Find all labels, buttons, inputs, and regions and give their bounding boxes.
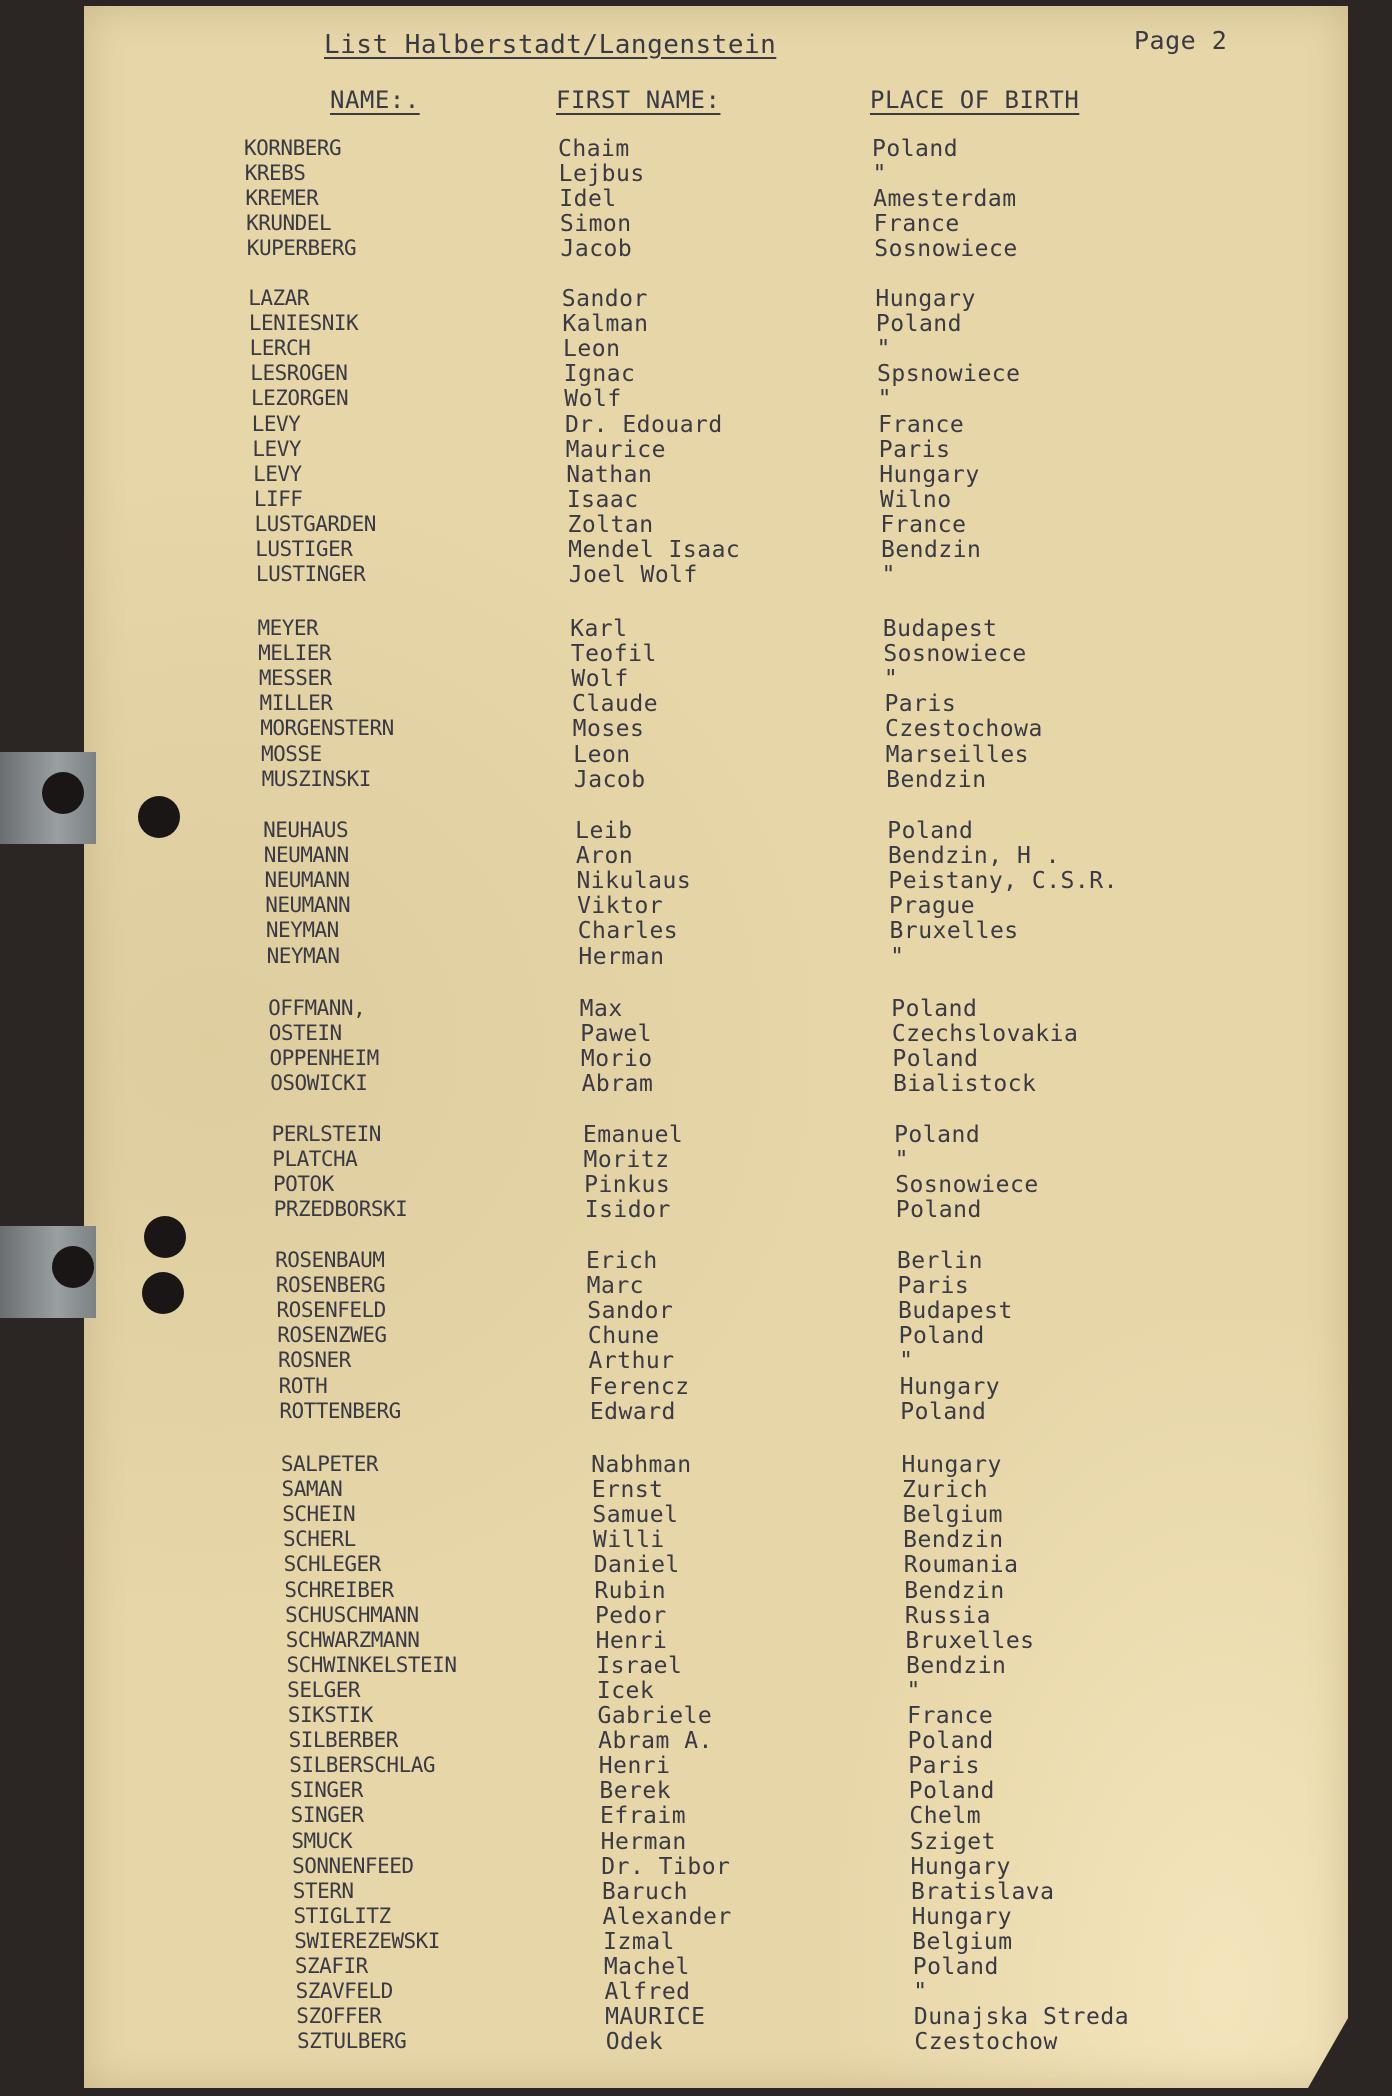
- surname-cell: ROSENFELD: [276, 1298, 386, 1323]
- surname-cell: MILLER: [259, 691, 333, 716]
- place-of-birth-cell: Poland: [907, 1728, 994, 1755]
- first-name-cell: Sandor: [561, 286, 648, 312]
- place-of-birth-cell: Sosnowiece: [883, 641, 1027, 668]
- place-of-birth-cell: Paris: [908, 1753, 980, 1780]
- surname-cell: STERN: [292, 1878, 354, 1903]
- place-of-birth-cell: Paris: [884, 691, 957, 718]
- surname-cell: STIGLITZ: [293, 1903, 391, 1928]
- surname-cell: SIKSTIK: [287, 1703, 373, 1727]
- surname-cell: NEUMANN: [265, 893, 351, 918]
- place-of-birth-cell: ": [881, 562, 896, 589]
- first-name-cell: Leon: [573, 741, 631, 768]
- place-of-birth-cell: Hungary: [875, 286, 976, 312]
- surname-cell: ROTH: [278, 1373, 328, 1398]
- first-name-cell: Maurice: [565, 436, 666, 463]
- torn-corner: [1308, 2018, 1348, 2088]
- surname-cell: ROSENBAUM: [275, 1248, 385, 1272]
- surname-cell: KORNBERG: [244, 136, 342, 160]
- first-name-cell: Rubin: [594, 1577, 667, 1604]
- first-name-cell: Efraim: [600, 1803, 687, 1830]
- first-name-cell: Baruch: [601, 1878, 688, 1905]
- surname-cell: SZTULBERG: [297, 2029, 407, 2054]
- place-of-birth-cell: Poland: [872, 136, 959, 162]
- list-title: List Halberstadt/Langenstein: [324, 30, 777, 60]
- surname-cell: NEUMANN: [263, 843, 349, 868]
- surname-cell: ROSNER: [277, 1348, 351, 1373]
- surname-cell: OSTEIN: [268, 1021, 342, 1046]
- place-of-birth-cell: Bendzin: [880, 537, 982, 563]
- surname-cell: KUPERBERG: [246, 236, 357, 261]
- surname-cell: LEVY: [253, 461, 302, 486]
- first-name-cell: Zoltan: [567, 511, 654, 538]
- place-of-birth-cell: ": [872, 161, 887, 188]
- surname-cell: SCHWINKELSTEIN: [286, 1652, 457, 1677]
- place-of-birth-cell: Poland: [895, 1197, 982, 1224]
- first-name-cell: Morio: [580, 1046, 653, 1073]
- surname-cell: KREBS: [244, 161, 306, 186]
- surname-cell: SONNENFEED: [292, 1853, 414, 1878]
- place-of-birth-cell: ": [899, 1348, 914, 1375]
- first-name-cell: Charles: [577, 918, 679, 945]
- first-name-cell: MAURICE: [605, 2004, 706, 2031]
- first-name-cell: Marc: [586, 1273, 645, 1300]
- first-name-cell: Berek: [599, 1778, 672, 1805]
- place-of-birth-cell: Poland: [912, 1954, 999, 1980]
- first-name-cell: Emanuel: [582, 1122, 684, 1148]
- surname-cell: LAZAR: [248, 286, 309, 310]
- punch-hole: [52, 1246, 94, 1288]
- place-of-birth-cell: Paris: [897, 1273, 970, 1300]
- punch-hole: [42, 772, 84, 814]
- place-of-birth-cell: Zurich: [902, 1477, 989, 1504]
- place-of-birth-cell: Wilno: [879, 486, 952, 513]
- place-of-birth-cell: Sziget: [909, 1828, 996, 1855]
- first-name-cell: Max: [579, 996, 623, 1022]
- surname-cell: SCHLEGER: [283, 1552, 381, 1577]
- surname-cell: NEYMAN: [265, 918, 339, 943]
- place-of-birth-cell: Poland: [875, 311, 963, 338]
- place-of-birth-cell: Bendzin: [903, 1527, 1004, 1554]
- first-name-cell: Mendel Isaac: [568, 537, 741, 563]
- place-of-birth-cell: ": [883, 666, 899, 693]
- first-name-cell: Karl: [570, 616, 628, 642]
- place-of-birth-cell: Marseilles: [885, 741, 1030, 768]
- surname-cell: NEYMAN: [266, 943, 340, 968]
- surname-cell: LEVY: [251, 411, 301, 436]
- surname-cell: SCHUSCHMANN: [285, 1602, 419, 1627]
- first-name-cell: Icek: [596, 1677, 655, 1704]
- punch-hole: [142, 1272, 184, 1314]
- place-of-birth-cell: Hungary: [899, 1373, 1001, 1400]
- place-of-birth-cell: Spsnowiece: [877, 361, 1021, 388]
- place-of-birth-cell: France: [907, 1703, 994, 1729]
- place-of-birth-cell: Russia: [904, 1602, 991, 1629]
- first-name-cell: Viktor: [577, 893, 664, 920]
- first-name-cell: Lejbus: [558, 161, 645, 188]
- first-name-cell: Wolf: [571, 666, 629, 693]
- first-name-cell: Herman: [600, 1828, 687, 1855]
- surname-cell: OPPENHEIM: [269, 1046, 379, 1071]
- first-name-cell: Nikulaus: [576, 868, 692, 895]
- surname-cell: LUSTINGER: [255, 562, 366, 587]
- place-of-birth-cell: ": [877, 386, 892, 413]
- column-header-name: NAME:.: [330, 86, 420, 114]
- first-name-cell: Jacob: [560, 236, 633, 263]
- page-number: Page 2: [1134, 26, 1228, 55]
- first-name-cell: Henri: [595, 1627, 668, 1654]
- first-name-cell: Izmal: [603, 1928, 675, 1955]
- first-name-cell: Ernst: [591, 1477, 664, 1504]
- surname-cell: SZAVFELD: [295, 1979, 393, 2004]
- surname-cell: LIFF: [253, 486, 303, 511]
- first-name-cell: Isaac: [566, 486, 639, 513]
- first-name-cell: Samuel: [592, 1502, 679, 1529]
- place-of-birth-cell: ": [913, 1979, 928, 2006]
- surname-cell: MEYER: [257, 616, 319, 640]
- first-name-cell: Daniel: [593, 1552, 680, 1579]
- place-of-birth-cell: Czestochowa: [885, 716, 1043, 743]
- first-name-cell: Nathan: [566, 461, 653, 488]
- place-of-birth-cell: Poland: [892, 1046, 979, 1073]
- first-name-cell: Chaim: [558, 136, 630, 162]
- first-name-cell: Alexander: [602, 1903, 732, 1930]
- surname-cell: SCHWARZMANN: [285, 1627, 420, 1652]
- surname-cell: MORGENSTERN: [260, 716, 394, 741]
- place-of-birth-cell: Belgium: [902, 1502, 1004, 1529]
- first-name-cell: Joel Wolf: [568, 562, 698, 589]
- first-name-cell: Idel: [559, 186, 617, 213]
- surname-cell: PLATCHA: [272, 1147, 358, 1172]
- place-of-birth-cell: ": [876, 336, 891, 363]
- place-of-birth-cell: Bruxelles: [889, 918, 1019, 945]
- surname-cell: SZOFFER: [296, 2004, 382, 2029]
- first-name-cell: Claude: [571, 691, 659, 718]
- column-header-first-name: FIRST NAME:: [556, 86, 721, 114]
- surname-cell: SMUCK: [291, 1828, 353, 1853]
- first-name-cell: Moses: [572, 716, 645, 743]
- place-of-birth-cell: Bendzin: [905, 1652, 1007, 1679]
- first-name-cell: Pinkus: [584, 1172, 671, 1199]
- first-name-cell: Isidor: [584, 1197, 671, 1224]
- surname-cell: LERCH: [249, 336, 311, 361]
- surname-cell: LEVY: [252, 436, 301, 461]
- place-of-birth-cell: Czestochow: [914, 2029, 1058, 2056]
- first-name-cell: Edward: [589, 1398, 676, 1425]
- place-of-birth-cell: Bendzin, H .: [887, 843, 1060, 870]
- surname-cell: LUSTGARDEN: [254, 511, 376, 536]
- place-of-birth-cell: France: [873, 211, 960, 238]
- surname-cell: POTOK: [273, 1172, 334, 1197]
- place-of-birth-cell: Bratislava: [911, 1878, 1055, 1905]
- place-of-birth-cell: Belgium: [912, 1928, 1013, 1955]
- place-of-birth-cell: Poland: [900, 1398, 987, 1425]
- first-name-cell: Jacob: [573, 766, 646, 793]
- surname-cell: SWIEREZEWSKI: [294, 1928, 440, 1953]
- place-of-birth-cell: Paris: [878, 436, 951, 463]
- first-name-cell: Abram A.: [598, 1728, 713, 1755]
- first-name-cell: Ferencz: [589, 1373, 690, 1400]
- first-name-cell: Willi: [593, 1527, 665, 1554]
- first-name-cell: Dr. Tibor: [601, 1853, 731, 1880]
- place-of-birth-cell: Poland: [891, 996, 978, 1022]
- first-name-cell: Chune: [587, 1323, 660, 1350]
- place-of-birth-cell: ": [890, 943, 905, 970]
- place-of-birth-cell: Bendzin: [886, 766, 987, 793]
- place-of-birth-cell: France: [878, 411, 965, 438]
- surname-cell: MUSZINSKI: [261, 766, 371, 791]
- surname-cell: NEUHAUS: [263, 818, 349, 842]
- surname-cell: PRZEDBORSKI: [273, 1197, 408, 1222]
- surname-cell: MOSSE: [260, 741, 322, 766]
- first-name-cell: Machel: [603, 1954, 690, 1980]
- place-of-birth-cell: Sosnowiece: [874, 236, 1018, 263]
- surname-cell: NEUMANN: [264, 868, 350, 893]
- surname-cell: KRUNDEL: [246, 211, 332, 236]
- place-of-birth-cell: Poland: [894, 1122, 981, 1148]
- surname-cell: MESSER: [258, 666, 332, 691]
- surname-cell: ROTTENBERG: [279, 1398, 401, 1423]
- first-name-cell: Dr. Edouard: [564, 411, 723, 438]
- column-header-place-of-birth: PLACE OF BIRTH: [870, 86, 1080, 114]
- first-name-cell: Sandor: [587, 1298, 674, 1325]
- first-name-cell: Gabriele: [597, 1703, 713, 1729]
- first-name-cell: Aron: [575, 843, 634, 870]
- surname-cell: SINGER: [289, 1778, 363, 1803]
- surname-cell: SILBERSCHLAG: [289, 1753, 435, 1778]
- first-name-cell: Odek: [605, 2029, 664, 2056]
- first-name-cell: Nabhman: [591, 1452, 692, 1478]
- first-name-cell: Henri: [598, 1753, 671, 1780]
- place-of-birth-cell: Hungary: [879, 461, 980, 488]
- place-of-birth-cell: Hungary: [910, 1853, 1011, 1880]
- first-name-cell: Arthur: [588, 1348, 675, 1375]
- place-of-birth-cell: Roumania: [903, 1552, 1019, 1579]
- surname-cell: PERLSTEIN: [271, 1122, 381, 1146]
- place-of-birth-cell: Poland: [898, 1323, 985, 1350]
- place-of-birth-cell: Poland: [908, 1778, 995, 1805]
- place-of-birth-cell: Dunajska Streda: [913, 2004, 1130, 2031]
- surname-cell: SCHERL: [282, 1527, 356, 1552]
- surname-cell: SCHREIBER: [284, 1577, 394, 1602]
- surname-cell: LEZORGEN: [251, 386, 349, 411]
- place-of-birth-cell: Budapest: [898, 1298, 1013, 1325]
- place-of-birth-cell: ": [906, 1677, 921, 1704]
- surname-cell: OSOWICKI: [270, 1071, 368, 1096]
- place-of-birth-cell: Bruxelles: [905, 1627, 1035, 1654]
- first-name-cell: Leib: [575, 818, 633, 844]
- place-of-birth-cell: Poland: [887, 818, 974, 844]
- first-name-cell: Alfred: [604, 1979, 691, 2006]
- surname-cell: SZAFIR: [294, 1954, 368, 1978]
- surname-cell: SCHEIN: [282, 1502, 356, 1527]
- place-of-birth-cell: Prague: [888, 893, 976, 920]
- surname-cell: LUSTIGER: [255, 537, 353, 561]
- place-of-birth-cell: Amesterdam: [873, 186, 1017, 213]
- punch-hole: [144, 1216, 186, 1258]
- surname-cell: LESROGEN: [250, 361, 348, 386]
- surname-cell: OFFMANN,: [268, 996, 366, 1020]
- place-of-birth-cell: Bialistock: [892, 1071, 1037, 1098]
- first-name-cell: Herman: [578, 943, 665, 970]
- first-name-cell: Pedor: [594, 1602, 667, 1629]
- place-of-birth-cell: Budapest: [882, 616, 998, 642]
- first-name-cell: Pawel: [580, 1021, 653, 1048]
- first-name-cell: Erich: [586, 1248, 658, 1274]
- first-name-cell: Kalman: [562, 311, 649, 338]
- place-of-birth-cell: Hungary: [901, 1452, 1002, 1478]
- document-page: [84, 6, 1348, 2088]
- surname-cell: SELGER: [287, 1677, 361, 1702]
- surname-cell: LENIESNIK: [248, 311, 359, 336]
- surname-cell: SILBERBER: [288, 1728, 398, 1753]
- place-of-birth-cell: ": [894, 1147, 909, 1174]
- place-of-birth-cell: France: [880, 511, 967, 538]
- first-name-cell: Moritz: [583, 1147, 670, 1174]
- first-name-cell: Abram: [581, 1071, 654, 1098]
- first-name-cell: Leon: [563, 336, 621, 363]
- surname-cell: ROSENZWEG: [277, 1323, 387, 1348]
- surname-cell: SINGER: [290, 1803, 364, 1828]
- surname-cell: MELIER: [258, 641, 331, 666]
- surname-cell: KREMER: [245, 186, 319, 211]
- place-of-birth-cell: Hungary: [911, 1903, 1013, 1930]
- place-of-birth-cell: Berlin: [896, 1248, 983, 1274]
- first-name-cell: Israel: [596, 1652, 683, 1679]
- punch-hole: [138, 796, 180, 838]
- place-of-birth-cell: Bendzin: [904, 1577, 1005, 1604]
- first-name-cell: Simon: [559, 211, 632, 238]
- surname-cell: SALPETER: [280, 1452, 378, 1476]
- surname-cell: ROSENBERG: [275, 1273, 386, 1298]
- first-name-cell: Teofil: [570, 641, 657, 668]
- place-of-birth-cell: Chelm: [909, 1803, 982, 1830]
- place-of-birth-cell: Czechslovakia: [891, 1021, 1079, 1048]
- first-name-cell: Wolf: [564, 386, 622, 413]
- first-name-cell: Ignac: [563, 361, 636, 388]
- surname-cell: SAMAN: [281, 1477, 343, 1502]
- place-of-birth-cell: Sosnowiece: [895, 1172, 1039, 1199]
- place-of-birth-cell: Peistany, C.S.R.: [888, 868, 1118, 895]
